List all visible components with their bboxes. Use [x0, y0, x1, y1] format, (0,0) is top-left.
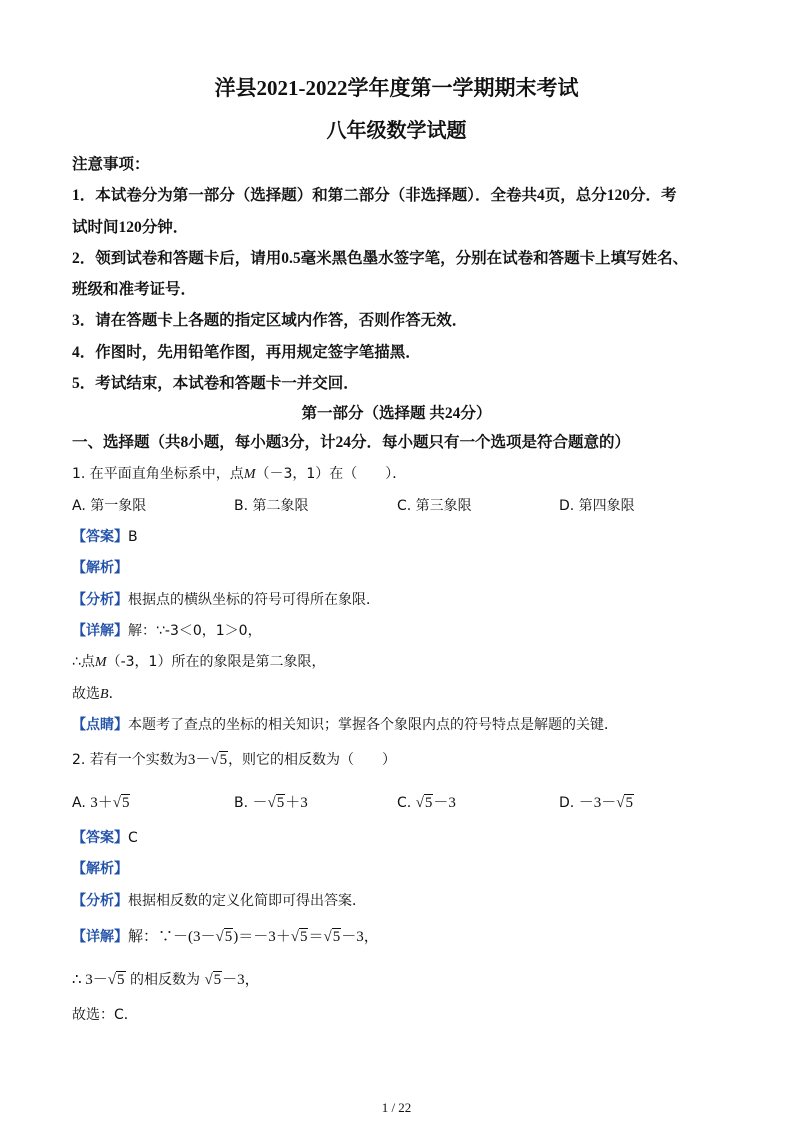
q2-stem-rest: ，则它的相反数为（ ）: [228, 752, 397, 768]
notes-heading: 注意事项：: [72, 156, 150, 173]
exam-subtitle: 八年级数学试题: [326, 120, 467, 142]
q1-option-c: C. 第三象限: [397, 498, 472, 514]
note-item-5: 5．考试结束，本试卷和答题卡一并交回．: [72, 375, 359, 392]
q2-option-a-radicand: 5: [121, 795, 130, 811]
q1-answer: [72, 526, 138, 546]
q2-option-a-pre: 3＋: [90, 795, 113, 811]
q1-dianjing: [72, 714, 618, 734]
q2-xiangjie-radicand-1: 5: [224, 929, 233, 945]
q2-option-d-pre: －3－: [578, 795, 617, 811]
q2-option-a: [72, 791, 130, 812]
q2-option-d-sqrt: √5: [616, 795, 633, 811]
q2-stem-radicand: 5: [219, 752, 228, 768]
q2-analysis: [72, 858, 128, 878]
q2-conclusion: [72, 968, 260, 989]
q1-analysis: [72, 557, 128, 577]
q2-conclusion-radicand-1: 5: [117, 972, 125, 988]
q2-option-b: [234, 791, 308, 812]
q2-option-c: [397, 791, 456, 812]
q1-fenxi: [72, 589, 380, 609]
q2-xiangjie-part-a: 解：∵－(3－: [128, 929, 216, 945]
q2-fenxi-text: 根据相反数的定义化简即可得出答案．: [128, 893, 366, 909]
q1-xiangjie: [72, 620, 262, 640]
q2-xiangjie-part-b: )＝－3＋: [233, 929, 291, 945]
note-item-3: 3．请在答题卡上各题的指定区域内作答，否则作答无效．: [72, 312, 468, 329]
q1-choose-letter: B: [100, 687, 109, 702]
page-number: 1 / 22: [381, 1100, 412, 1115]
q1-conclusion-prefix: ∴点: [72, 654, 95, 670]
q2-conclusion-part-c: －3，: [222, 972, 260, 988]
q1-choose-text: 故选: [72, 686, 100, 702]
q1-analysis-tag: 【解析】: [72, 560, 128, 576]
q2-xiangjie-part-d: －3，: [341, 929, 379, 945]
note-item-1-line-1: 1．本试卷分为第一部分（选择题）和第二部分（非选择题）．全卷共4页，总分120分．考: [72, 187, 677, 204]
q2-conclusion-radicand-2: 5: [213, 972, 222, 988]
q1-xiangjie-tag: 【详解】: [72, 623, 128, 639]
part1-heading: 第一部分（选择题 共24分）: [301, 405, 492, 422]
section-heading: 一、选择题（共8小题，每小题3分，计24分．每小题只有一个选项是符合题意的）: [72, 434, 631, 451]
q1-answer-value: B: [128, 529, 138, 545]
q2-conclusion-part-b: 的相反数为: [125, 972, 205, 988]
q1-stem-text: 1. 在平面直角坐标系中，点: [72, 466, 244, 482]
q2-stem-text: 2. 若有一个实数为: [72, 752, 188, 768]
q2-xiangjie: [72, 925, 379, 946]
q2-option-b-sqrt: √5: [267, 795, 285, 811]
q2-answer-value: C: [128, 830, 138, 846]
q2-xiangjie-part-c: ＝: [308, 929, 324, 945]
q1-answer-tag: 【答案】: [72, 529, 128, 545]
q2-option-b-radicand: 5: [276, 795, 285, 811]
exam-title: 洋县2021-2022学年度第一学期期末考试: [214, 76, 579, 100]
q2-conclusion-part-a: ∴ 3－: [72, 972, 108, 988]
q2-option-c-sqrt: √5: [415, 795, 433, 811]
q2-xiangjie-sqrt-2: √5: [290, 929, 308, 945]
q1-dianjing-text: 本题考了查点的坐标的相关知识；掌握各个象限内点的符号特点是解题的关键．: [128, 717, 618, 733]
q2-stem-sqrt: √5: [210, 752, 228, 768]
q2-choose: 故选：C．: [72, 1007, 138, 1023]
q1-xiangjie-text: 解：∵-3＜0，1＞0，: [128, 623, 262, 639]
q2-fenxi-tag: 【分析】: [72, 893, 128, 909]
q1-option-b: B. 第二象限: [234, 498, 309, 514]
q2-option-c-post: －3: [433, 795, 456, 811]
q2-stem-math: 3－: [187, 752, 211, 768]
q2-option-d: [559, 791, 634, 812]
q1-stem: [72, 463, 406, 483]
q2-option-a-sqrt: √5: [112, 795, 130, 811]
q2-xiangjie-tag: 【详解】: [72, 929, 128, 945]
note-item-2-line-1: 2．领到试卷和答题卡后，请用0.5毫米黑色墨水签字笔，分别在试卷和答题卡上填写姓名、: [72, 250, 689, 267]
q1-option-d: D. 第四象限: [559, 498, 635, 514]
q2-option-a-label: A.: [72, 795, 86, 811]
q2-option-c-radicand: 5: [424, 795, 433, 811]
note-item-1-line-2: 试时间120分钟．: [72, 219, 189, 236]
q1-point-m: M: [243, 467, 256, 482]
q2-option-b-pre: －: [252, 795, 268, 811]
q2-xiangjie-radicand-3: 5: [332, 929, 341, 945]
q1-conclusion: [72, 651, 325, 671]
q1-conclusion-point: M: [94, 655, 107, 670]
q2-option-d-label: D.: [559, 795, 575, 811]
q1-choose-end: ．: [108, 686, 123, 702]
q2-option-b-post: ＋3: [285, 795, 308, 811]
q2-stem: [72, 748, 396, 769]
q2-option-b-label: B.: [234, 795, 249, 811]
q1-choose: [72, 683, 123, 703]
q1-fenxi-tag: 【分析】: [72, 592, 128, 608]
q1-dianjing-tag: 【点睛】: [72, 717, 128, 733]
q1-stem-rest: （－3，1）在（ ）．: [255, 466, 407, 482]
q2-conclusion-sqrt-1: √5: [107, 972, 125, 988]
q2-xiangjie-sqrt-1: √5: [215, 929, 233, 945]
note-item-2-line-2: 班级和准考证号．: [72, 281, 197, 298]
q2-answer: [72, 827, 138, 847]
q1-fenxi-text: 根据点的横纵坐标的符号可得所在象限．: [128, 592, 380, 608]
q2-xiangjie-radicand-2: 5: [299, 929, 308, 945]
q2-fenxi: [72, 890, 366, 910]
q2-analysis-tag: 【解析】: [72, 861, 128, 877]
q2-option-d-radicand: 5: [625, 795, 633, 811]
q2-answer-tag: 【答案】: [72, 830, 128, 846]
q2-xiangjie-sqrt-3: √5: [323, 929, 341, 945]
q2-option-c-label: C.: [397, 795, 412, 811]
note-item-4: 4．作图时，先用铅笔作图，再用规定签字笔描黑．: [72, 344, 421, 361]
q2-conclusion-sqrt-2: √5: [204, 972, 222, 988]
q1-option-a: A. 第一象限: [72, 498, 147, 514]
q1-conclusion-text: （-3，1）所在的象限是第二象限，: [106, 654, 326, 670]
